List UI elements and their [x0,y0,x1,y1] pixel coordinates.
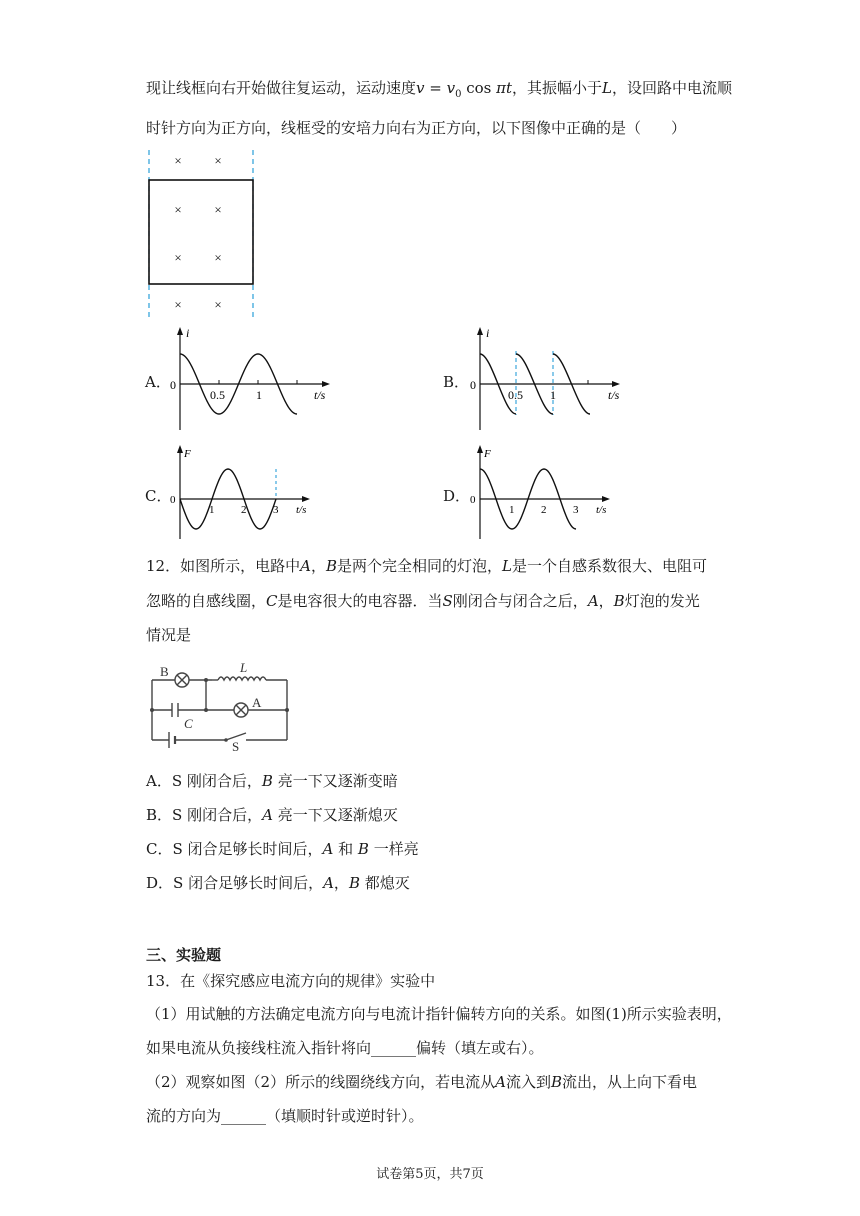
tick-label: 3 [273,504,279,516]
tick-label: 1 [256,388,262,402]
var-A: A [322,840,334,858]
q12-option-d [146,873,410,893]
intro-line-1 [146,78,732,105]
x-axis-arrow [302,496,310,502]
x-label: t/s [296,504,307,516]
var-S: S [442,592,453,610]
label-b: B [160,664,169,679]
var-A: A [300,557,311,575]
tick-label: 2 [541,504,547,516]
var-B: B [325,557,337,575]
circuit-diagram [142,660,302,752]
option-text: D．S 闭合足够长时间后， [146,874,324,892]
option-d-label: D． [443,487,471,505]
intro-text: ，其振幅小于 [512,79,603,97]
option-text: 一样亮 [368,840,419,858]
inductor-coil [218,677,266,680]
field-cross: × [214,153,222,168]
origin-label: 0 [470,494,476,506]
y-label: i [186,326,190,340]
x-axis-arrow [322,381,330,387]
q12-line-3: 情况是 [146,626,192,644]
field-cross: × [174,153,182,168]
var-B: B [550,1073,562,1091]
option-d-graph [466,443,616,543]
q13-part2-line2: 流的方向为______（填顺时针或逆时针）。 [146,1107,424,1125]
q12-option-c [146,839,419,859]
q13-text: 流入到 [505,1073,551,1091]
option-text: A．S 刚闭合后， [146,772,262,790]
x-label: t/s [596,504,607,516]
option-b-graph [466,325,636,435]
formula-v: v [416,79,425,97]
option-c-graph [166,443,316,543]
var-L: L [602,79,613,97]
option-c-label: C． [145,487,172,505]
field-cross: × [174,250,182,265]
intro-text: ，设回路中电流顺 [612,79,733,97]
var-B: B [357,840,369,858]
option-text: 和 [333,840,358,858]
formula-cos: cos [461,79,497,97]
tick-label: 1 [509,504,515,516]
formula-pi-t: πt [496,79,513,97]
y-axis-arrow [477,327,483,335]
var-A: A [495,1073,506,1091]
q13-text: 流出，从上向下看电 [561,1073,697,1091]
option-b-label: B． [443,373,470,391]
q13-part2-line1 [146,1072,697,1092]
option-text: ， [333,874,349,892]
var-A: A [587,592,599,610]
tick-label: 0.5 [508,388,523,402]
q12-text: 12．如图所示，电路中 [146,557,301,575]
field-cross: × [214,202,222,217]
var-B: B [261,772,273,790]
q12-text: 是一个自感系数很大、电阻可 [511,557,707,575]
x-axis-arrow [602,496,610,502]
option-text: 亮一下又逐渐熄灭 [272,806,398,824]
q13-text: （2）观察如图（2）所示的线圈绕线方向，若电流从 [146,1073,496,1091]
wire-frame [149,180,253,284]
y-axis-arrow [177,327,183,335]
var-B: B [613,592,625,610]
q13-part1-line1: （1）用试触的方法确定电流方向与电流计指针偏转方向的关系。如图(1)所示实验表明， [146,1005,732,1023]
field-cross: × [174,297,182,312]
tick-label: 1 [209,504,215,516]
q13-title: 13．在《探究感应电流方向的规律》实验中 [146,972,436,990]
y-axis-arrow [177,445,183,453]
option-text: 都熄灭 [359,874,410,892]
q12-option-b [146,805,398,825]
option-text: 亮一下又逐渐变暗 [272,772,398,790]
q12-text: 是电容很大的电容器．当 [277,592,443,610]
section-heading: 三、实验题 [146,946,222,964]
y-axis-arrow [477,445,483,453]
tick-label: 2 [241,504,247,516]
field-figure [140,148,265,322]
field-cross: × [214,250,222,265]
option-a-label: A． [145,373,171,391]
intro-text: 现让线框向右开始做往复运动，运动速度 [146,79,417,97]
junction-dot [285,708,289,712]
intro-line-2: 时针方向为正方向，线框受的安培力向右为正方向，以下图像中正确的是（ ） [146,119,687,137]
q12-text: ， [598,592,614,610]
q12-line-2 [146,591,700,611]
q12-text: 灯泡的发光 [624,592,700,610]
page-footer: 试卷第5页，共7页 [376,1167,484,1182]
tick-label: 3 [573,504,579,516]
x-axis-arrow [612,381,620,387]
tick-label: 0.5 [210,388,225,402]
q13-part1-line2: 如果电流从负接线柱流入指针将向______偏转（填左或右）。 [146,1039,544,1057]
x-label: t/s [314,388,326,402]
x-label: t/s [608,388,620,402]
origin-label: 0 [170,378,176,392]
q12-option-a [146,771,398,791]
label-l: L [240,660,248,675]
var-A: A [262,806,273,824]
option-text: B．S 刚闭合后， [146,806,263,824]
option-text: C．S 闭合足够长时间后， [146,840,323,858]
y-label: i [486,326,490,340]
label-c: C [184,716,193,731]
var-A: A [323,874,334,892]
var-C: C [266,592,278,610]
origin-label: 0 [170,494,176,506]
formula-sub: 0 [455,89,462,100]
q12-line-1 [146,556,707,576]
label-a: A [252,695,262,710]
junction-dot [150,708,154,712]
formula-eq: = [424,79,447,97]
option-a-graph [166,325,336,435]
q12-text: 是两个完全相同的灯泡， [336,557,502,575]
tick-label: 1 [550,388,556,402]
origin-label: 0 [470,378,476,392]
field-cross: × [174,202,182,217]
field-cross: × [214,297,222,312]
junction-dot [204,678,208,682]
q12-text: 忽略的自感线圈， [146,592,267,610]
q12-text: ， [310,557,326,575]
var-L: L [502,557,512,575]
switch-pivot [224,738,228,742]
formula-v0: v [446,79,456,97]
label-s: S [232,739,240,752]
y-label: F [484,448,491,460]
q12-text: 刚闭合与闭合之后， [452,592,588,610]
var-B: B [348,874,360,892]
y-label: F [184,448,191,460]
junction-dot [204,708,208,712]
